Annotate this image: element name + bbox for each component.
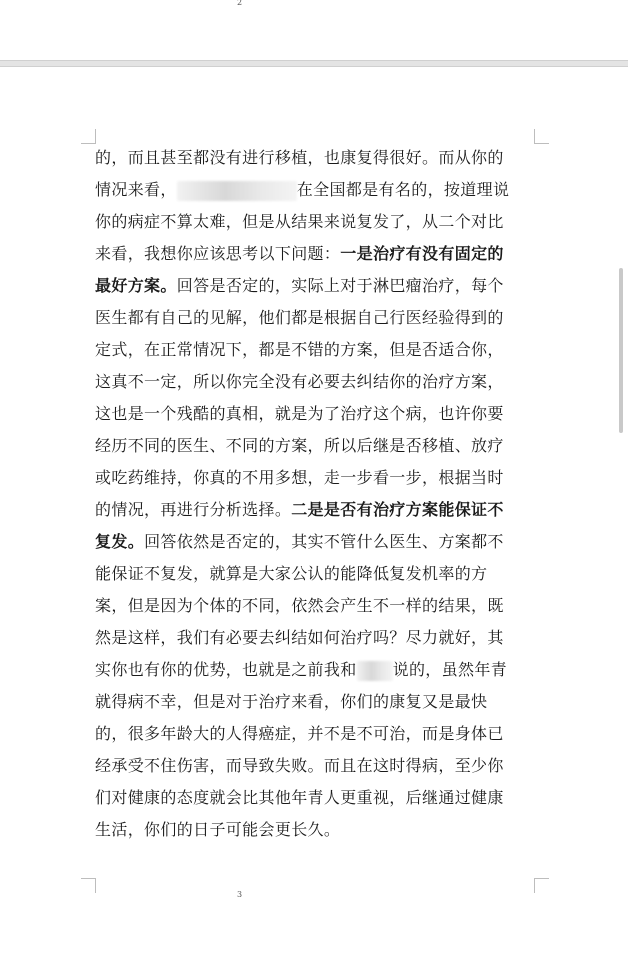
text-line: [95, 814, 537, 846]
text-run: 你的病症不算太难，但是从结果来说复发了，从二个对比: [95, 212, 504, 231]
previous-page-number: 2: [237, 0, 243, 7]
text-run: 然是这样，我们有必要去纠结如何治疗吗？尽力就好，其: [95, 628, 504, 647]
text-run: 生活，你们的日子可能会更长久。: [95, 820, 341, 839]
text-run: 定式，在正常情况下，都是不错的方案，但是否适合你，: [95, 340, 504, 359]
text-run: 实你也有你的优势，也就是之前我和: [95, 660, 357, 679]
text-run: 回答是否定的，实际上对于淋巴瘤治疗，每个: [176, 276, 504, 295]
text-line: [95, 558, 537, 590]
text-run: 情况来看，: [95, 180, 177, 199]
text-run: 们对健康的态度就会比其他年青人更重视，后继通过健康: [95, 788, 504, 807]
text-line: [95, 686, 537, 718]
bold-text-run: 最好方案。: [95, 276, 177, 295]
text-line: [95, 494, 537, 526]
text-line: [95, 270, 537, 302]
text-line: [95, 590, 537, 622]
text-run: 经历不同的医生、不同的方案，所以后继是否移植、放疗: [95, 436, 504, 455]
vertical-scrollbar[interactable]: [619, 268, 623, 433]
text-run: 能保证不复发，就算是大家公认的能降低复发机率的方: [95, 564, 488, 583]
text-run: 回答依然是否定的，其实不管什么医生、方案都不: [144, 532, 504, 551]
text-line: [95, 366, 537, 398]
text-line: [95, 462, 537, 494]
bold-text-run: 一是治疗有没有固定的: [340, 244, 504, 263]
body-text: [95, 142, 537, 846]
text-run: 经承受不住伤害，而导致失败。而且在这时得病，至少你: [95, 756, 504, 775]
previous-page-bottom: [0, 0, 628, 60]
text-line: [95, 302, 537, 334]
text-run: 的情况，再进行分析选择。: [95, 500, 292, 519]
text-line: [95, 174, 537, 206]
page-number: 3: [237, 890, 243, 899]
text-line: [95, 142, 537, 174]
margin-corner-top-left: [81, 129, 96, 144]
text-line: [95, 430, 537, 462]
text-run: 医生都有自己的见解，他们都是根据自己行医经验得到的: [95, 308, 504, 327]
text-line: [95, 718, 537, 750]
text-line: [95, 750, 537, 782]
text-run: 的，而且甚至都没有进行移植，也康复得很好。而从你的: [95, 148, 504, 167]
text-line: [95, 206, 537, 238]
redacted-text: [357, 661, 393, 681]
text-run: 在全国都是有名的，按道理说: [296, 180, 510, 199]
bold-text-run: 复发。: [95, 532, 145, 551]
document-page: [0, 67, 628, 956]
text-run: 这真不一定，所以你完全没有必要去纠结你的治疗方案，: [95, 372, 504, 391]
text-line: [95, 622, 537, 654]
text-run: 或吃药维持，你真的不用多想，走一步看一步，根据当时: [95, 468, 504, 487]
text-run: 来看，我想你应该思考以下问题：: [95, 244, 341, 263]
text-run: 这也是一个残酷的真相，就是为了治疗这个病，也许你要: [95, 404, 504, 423]
margin-corner-bottom-left: [81, 878, 96, 893]
bold-text-run: 二是是否有治疗方案能保证不: [291, 500, 504, 519]
text-run: 案，但是因为个体的不同，依然会产生不一样的结果，既: [95, 596, 504, 615]
text-line: [95, 398, 537, 430]
text-line: [95, 526, 537, 558]
text-run: 就得病不幸，但是对于治疗来看，你们的康复又是最快: [95, 692, 488, 711]
text-line: [95, 334, 537, 366]
text-line: [95, 782, 537, 814]
text-line: [95, 654, 537, 686]
text-run: 说的，虽然年青: [392, 660, 508, 679]
text-run: 的，很多年龄大的人得癌症，并不是不可治，而是身体已: [95, 724, 504, 743]
margin-corner-bottom-right: [534, 878, 549, 893]
redacted-text: [177, 181, 297, 201]
text-line: [95, 238, 537, 270]
page-separator: [0, 60, 628, 67]
